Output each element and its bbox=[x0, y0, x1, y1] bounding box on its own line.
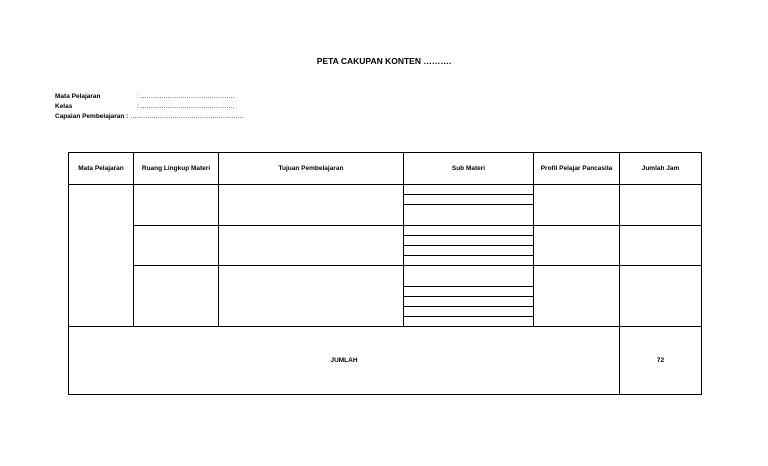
cell-ruang-lingkup bbox=[134, 266, 219, 327]
cell-sub-materi bbox=[404, 307, 534, 317]
cell-ruang-lingkup bbox=[134, 185, 219, 226]
cell-jumlah-jam bbox=[620, 185, 702, 226]
header-profil-pelajar: Profil Pelajar Pancasila bbox=[534, 153, 620, 185]
header-jumlah-jam: Jumlah Jam bbox=[620, 153, 702, 185]
table-row bbox=[69, 226, 702, 236]
field-kelas bbox=[55, 102, 244, 112]
cell-sub-materi bbox=[404, 256, 534, 266]
cell-sub-materi bbox=[404, 236, 534, 246]
field-label: Mata Pelajaran bbox=[55, 93, 101, 100]
header-sub-materi: Sub Materi bbox=[404, 153, 534, 185]
table-row bbox=[69, 266, 702, 287]
cell-tujuan bbox=[219, 226, 404, 266]
document-fields bbox=[55, 92, 244, 122]
table-header-row bbox=[69, 153, 702, 185]
cell-sub-materi bbox=[404, 297, 534, 307]
cell-sub-materi bbox=[404, 195, 534, 205]
cell-profil bbox=[534, 185, 620, 226]
cell-profil bbox=[534, 226, 620, 266]
field-value: : ……………………………………… bbox=[137, 103, 235, 110]
cell-mata-pelajaran bbox=[69, 185, 134, 327]
cell-sub-materi bbox=[404, 287, 534, 297]
table-total-row bbox=[69, 327, 702, 395]
cell-sub-materi bbox=[404, 266, 534, 287]
total-label: JUMLAH bbox=[69, 327, 620, 395]
cell-ruang-lingkup bbox=[134, 226, 219, 266]
field-label: Kelas bbox=[55, 103, 73, 110]
cell-sub-materi bbox=[404, 246, 534, 256]
field-label: Capaian Pembelajaran : bbox=[55, 113, 129, 120]
cell-profil bbox=[534, 266, 620, 327]
cell-sub-materi bbox=[404, 205, 534, 226]
cell-sub-materi bbox=[404, 226, 534, 236]
field-capaian-pembelajaran bbox=[55, 112, 244, 122]
table-row bbox=[69, 185, 702, 195]
cell-sub-materi bbox=[404, 185, 534, 195]
header-mata-pelajaran: Mata Pelajaran bbox=[69, 153, 134, 185]
content-map-table bbox=[68, 152, 702, 395]
field-mata-pelajaran bbox=[55, 92, 244, 102]
field-value: ……………………………………………… bbox=[130, 113, 244, 120]
total-value: 72 bbox=[620, 327, 702, 395]
cell-jumlah-jam bbox=[620, 266, 702, 327]
cell-sub-materi bbox=[404, 317, 534, 327]
cell-jumlah-jam bbox=[620, 226, 702, 266]
document-title: PETA CAKUPAN KONTEN ………. bbox=[316, 56, 452, 66]
header-tujuan-pembelajaran: Tujuan Pembelajaran bbox=[219, 153, 404, 185]
cell-tujuan bbox=[219, 185, 404, 226]
field-value: : ……………………………………… bbox=[137, 93, 235, 100]
cell-tujuan bbox=[219, 266, 404, 327]
header-ruang-lingkup: Ruang Lingkup Materi bbox=[134, 153, 219, 185]
